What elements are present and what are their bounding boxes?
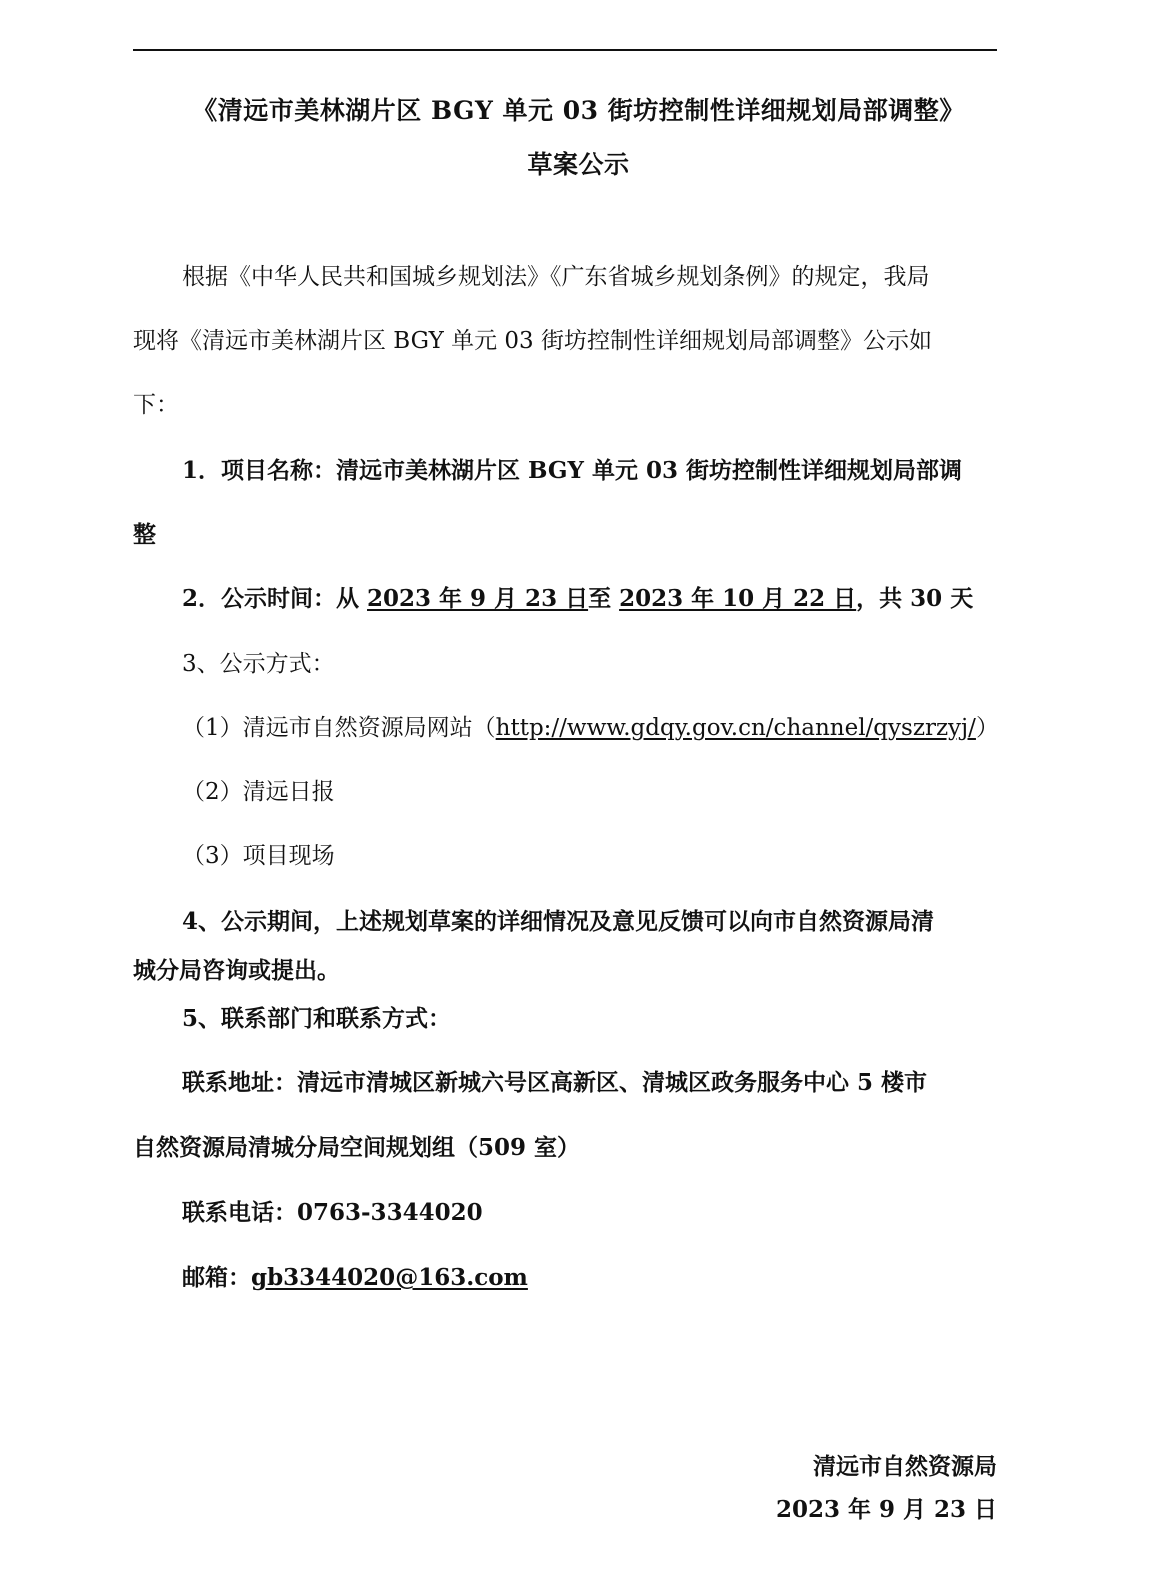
document-title: 《清远市美林湖片区 BGY 单元 03 街坊控制性详细规划局部调整》 [192,96,965,125]
notice-method-site: （3）项目现场 [182,843,335,869]
notice-period [182,580,973,613]
method-website-label: （1）清远市自然资源局网站（ [182,715,496,741]
website-link[interactable]: http://www.gdqy.gov.cn/channel/qyszrzyj/ [495,715,976,741]
feedback-line-1: 4、公示期间，上述规划草案的详细情况及意见反馈可以向市自然资源局清 [182,908,935,935]
contact-address-line-2: 自然资源局清城分局空间规划组（509 室） [133,1134,581,1161]
notice-period-middle: 至 [588,585,620,612]
notice-end-date: 2023 年 10 月 22 日 [619,585,857,612]
contact-heading: 5、联系部门和联系方式： [182,1005,452,1032]
document-subtitle: 草案公示 [527,150,630,179]
notice-period-suffix: ，共 30 天 [856,585,974,612]
signature-date: 2023 年 9 月 23 日 [775,1496,997,1523]
contact-email [182,1259,528,1292]
feedback-line-2: 城分局咨询或提出。 [133,957,340,984]
email-label: 邮箱： [182,1264,251,1291]
project-name-line-2: 整 [133,521,156,548]
signature-org: 清远市自然资源局 [813,1453,997,1480]
intro-line-1: 根据《中华人民共和国城乡规划法》《广东省城乡规划条例》的规定，我局 [182,264,930,290]
header-rule [133,49,997,51]
notice-start-date: 2023 年 9 月 23 日 [367,585,589,612]
method-website-suffix: ） [975,715,999,741]
notice-method-newspaper: （2）清远日报 [182,779,335,805]
notice-period-label: 2．公示时间：从 [182,585,368,612]
email-link[interactable]: gb3344020@163.com [251,1264,528,1291]
notice-methods-heading: 3、公示方式： [182,651,335,677]
contact-address-line-1: 联系地址：清远市清城区新城六号区高新区、清城区政务服务中心 5 楼市 [182,1069,928,1096]
project-name-line-1: 1．项目名称：清远市美林湖片区 BGY 单元 03 街坊控制性详细规划局部调 [182,457,962,484]
notice-method-website [182,709,999,742]
intro-line-2: 现将《清远市美林湖片区 BGY 单元 03 街坊控制性详细规划局部调整》公示如 [133,328,932,354]
intro-line-3: 下： [133,392,179,418]
contact-phone: 联系电话：0763-3344020 [182,1199,483,1226]
